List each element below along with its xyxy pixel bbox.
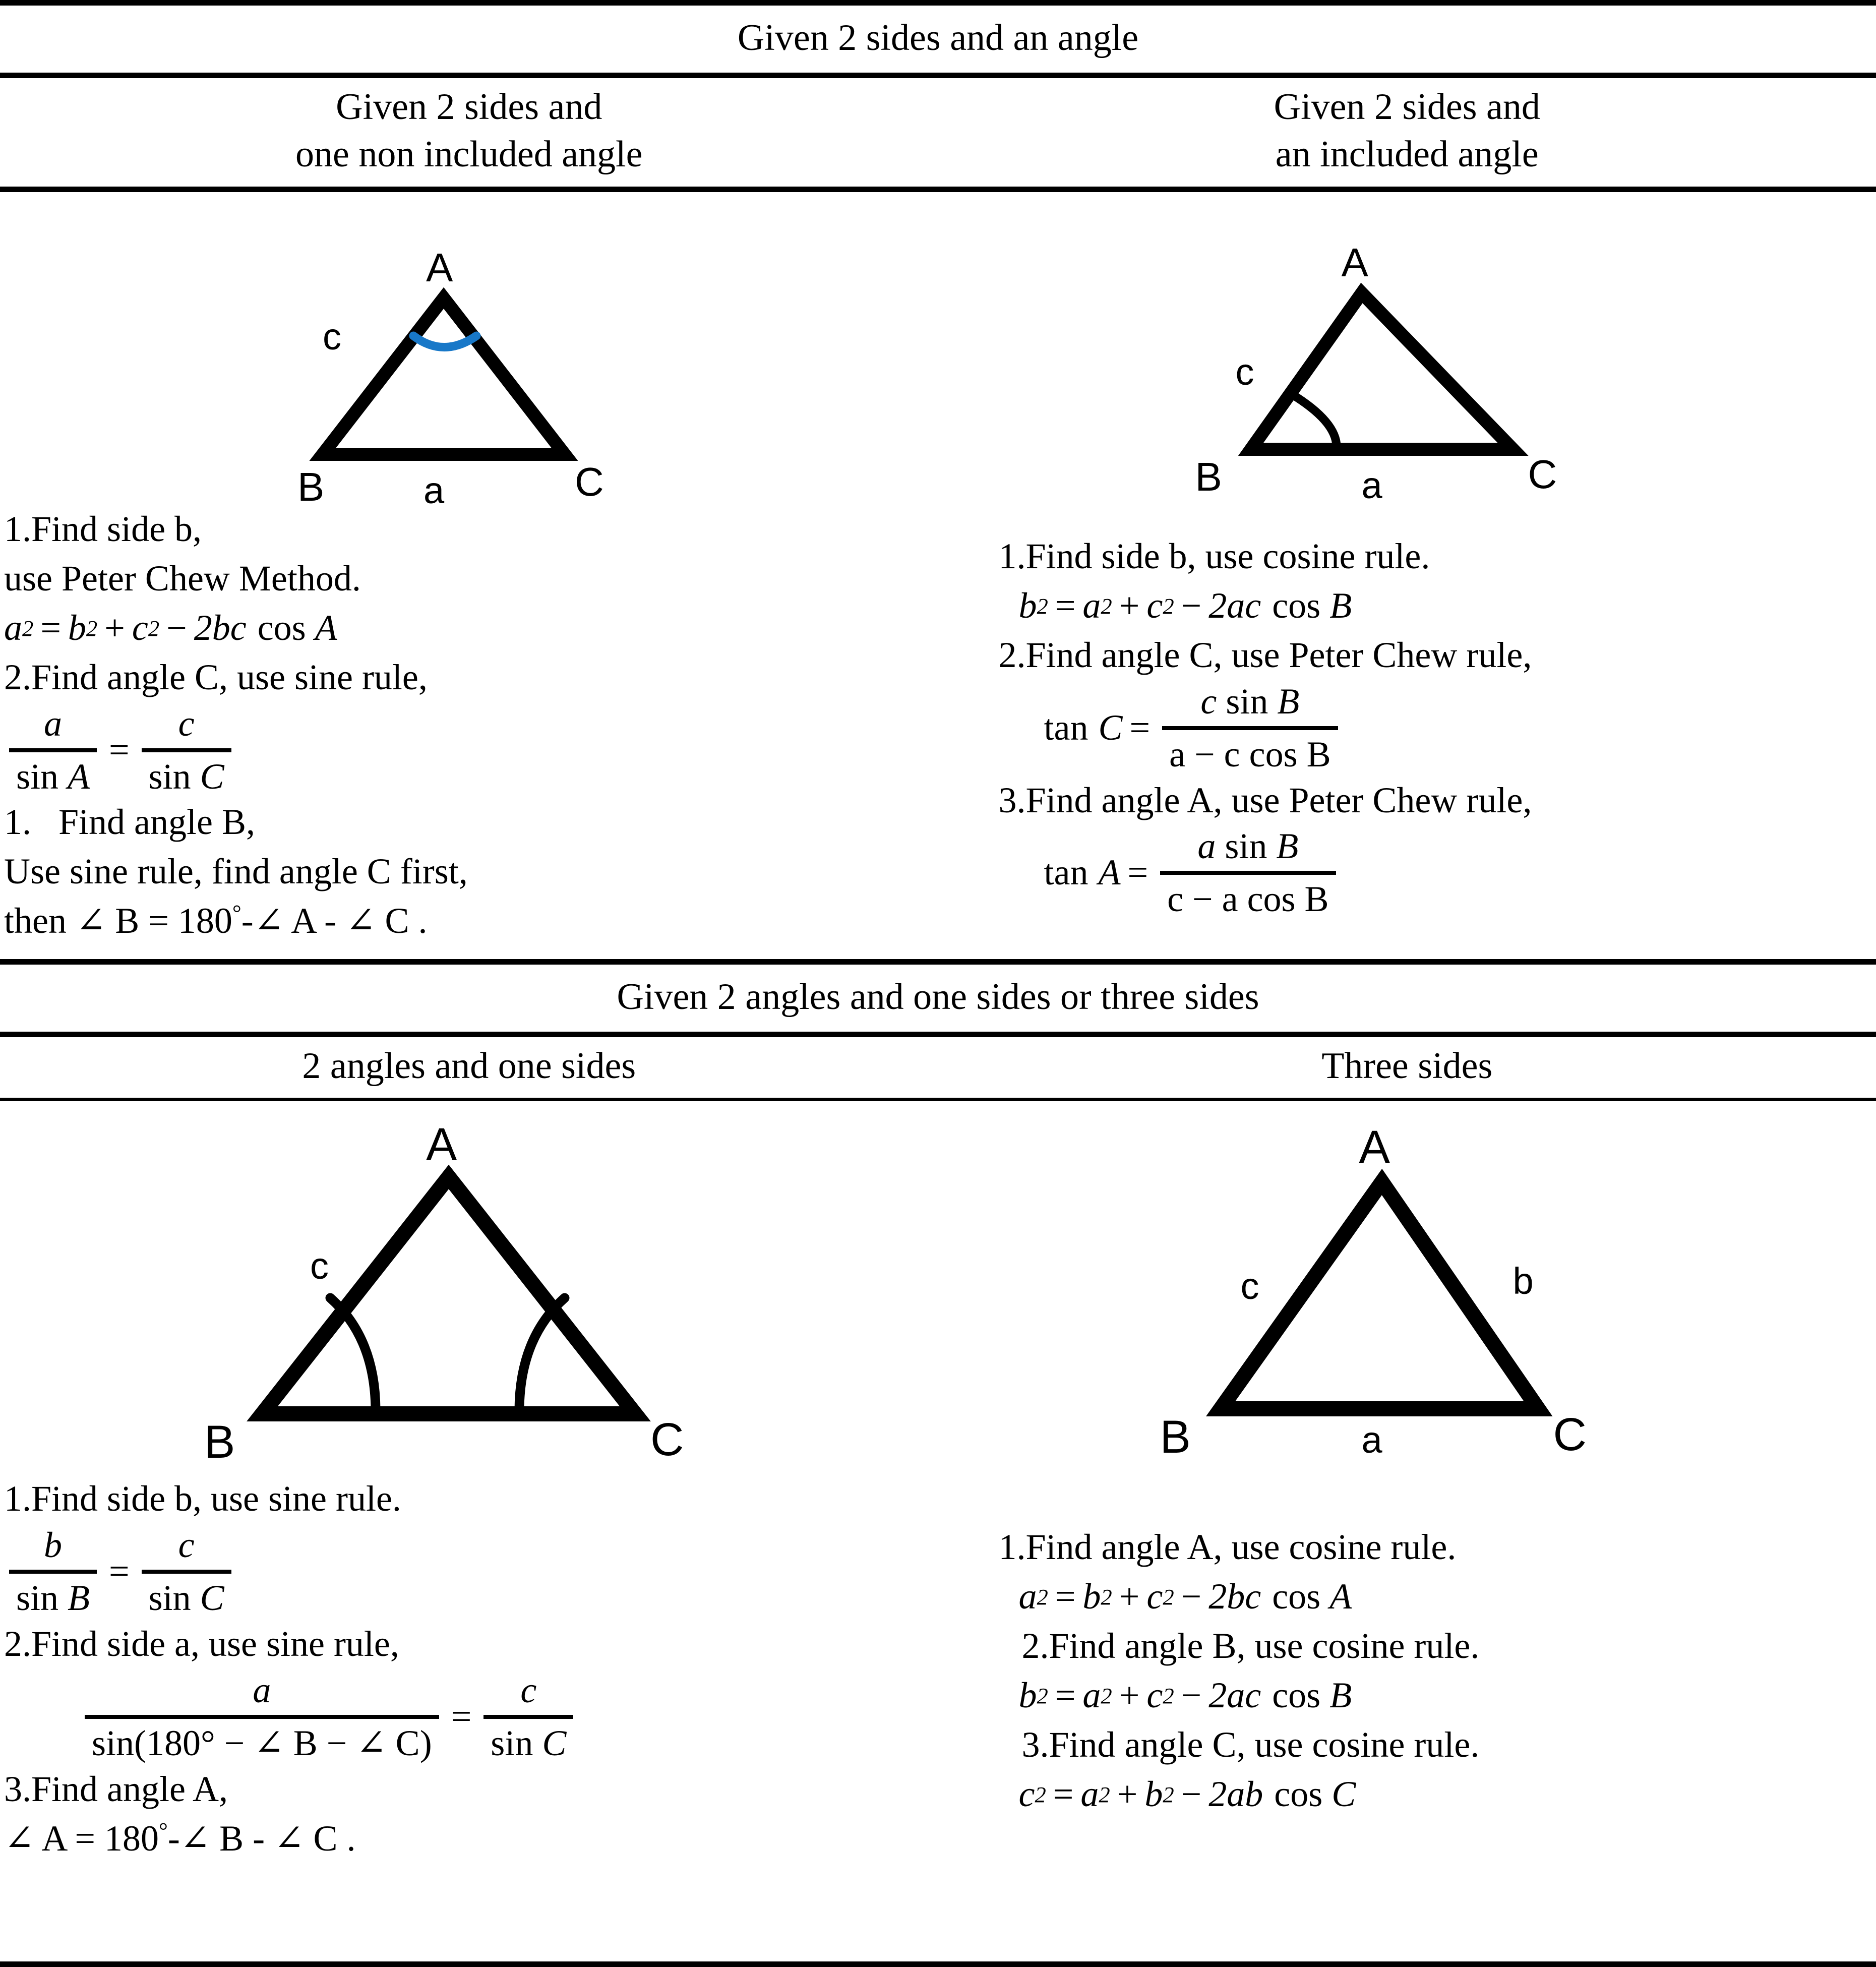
q3-eq1-denominator-left [9,1577,97,1620]
figure-2-vertex-c-label: C [1528,451,1557,497]
q3-eq2-fraction-left [85,1669,439,1765]
q1-eq2-fraction-left [9,702,97,798]
q2-eq2-fraction-bar [1162,726,1338,730]
q2-step1-line1: 1.Find side b, use cosine rule. [998,535,1430,576]
q3-step3-line2 [4,1814,938,1864]
quadrant-4-steps [938,1523,1876,1819]
q2-step3-line1: 3.Find angle A, use Peter Chew rule, [998,780,1532,820]
q4-eq1-cos: cos [1272,1576,1321,1617]
bottom-border-rule [0,1961,1876,1967]
figure-3-triangle [0,1101,938,1474]
q4-eq1-term2: c [1146,1576,1163,1617]
section1-header-rule [0,187,1876,192]
q4-eq2-term3: 2ac [1208,1675,1261,1716]
quadrant-1-steps [0,505,938,946]
q2-tan-a-equation [999,825,1876,921]
quadrant-3-steps [0,1474,938,1863]
section1-column-headers [0,78,1876,187]
q1-eq1-minus: − [166,607,187,648]
q4-eq2-angle: B [1329,1675,1352,1716]
figure-1-side-a-label: a [423,469,445,511]
q1-eq1-term1: b [68,607,86,648]
q4-eq3-cos: cos [1274,1773,1323,1814]
section1-right-header-line1: Given 2 sides and [1274,86,1540,128]
q4-cosine-rule-equation-b: b 2 = a 2 + c 2 − 2ac cos B [999,1671,1876,1720]
q4-eq1-angle: A [1329,1576,1352,1617]
q3-eq1-equals: = [109,1551,130,1592]
q1-eq2-fraction-bar-left [9,748,97,752]
section1-left-header-line2: one non included angle [295,134,643,175]
top-border-rule [0,0,1876,6]
q3-eq2-den-right-fn: sin [491,1723,533,1764]
q2-eq3-fraction [1160,825,1336,921]
q1-eq2-denominator-right [142,755,231,798]
q2-eq1-minus: − [1181,585,1202,626]
q1-step3-degree-sign: ° [232,900,241,926]
q1-eq2-fraction-right [142,702,231,798]
q3-eq2-fraction-right [483,1669,573,1765]
q4-eq2-minus: − [1181,1675,1202,1716]
q1-cosine-rule-equation: a 2 = b 2 + c 2 − 2bc cos A [4,604,938,653]
q1-eq2-den-right-fn: sin [148,756,191,797]
figure-2-vertex-b-label: B [1195,454,1222,499]
q3-eq1-fraction-bar-right [142,1570,231,1574]
q1-step1-line1: 1.Find side b, [4,508,202,549]
section1-content [0,192,1876,946]
q2-eq1-term1: a [1082,585,1101,626]
figure-4-side-c-label: c [1240,1265,1259,1307]
q3-sine-rule-equation-2 [4,1669,938,1765]
q3-eq2-den-right-angle: C [542,1723,567,1764]
quadrant-3 [0,1101,938,1863]
q1-eq1-plus: + [104,607,125,648]
q2-eq3-fraction-bar [1160,871,1336,875]
q4-eq2-term2: c [1146,1675,1163,1716]
q2-eq1-angle: B [1329,585,1352,626]
q4-eq3-term2: b [1144,1773,1163,1814]
q2-eq2-num-angle: B [1277,681,1300,722]
q1-step3-line3 [4,897,938,946]
q1-eq1-equals: = [40,607,61,648]
q2-eq2-equals: = [1129,707,1151,748]
q2-eq1-plus: + [1119,585,1140,626]
q3-eq1-den-left-fn: sin [16,1578,59,1619]
q2-eq3-num-angle: B [1276,826,1299,867]
q1-eq1-lhs: a [4,607,22,648]
q2-step2-line1: 2.Find angle C, use Peter Chew rule, [998,634,1532,675]
q2-eq2-numerator [1193,680,1306,723]
q1-eq1-cos: cos [257,607,306,648]
q2-eq3-denominator: c − a cos B [1167,879,1329,920]
q3-eq2-numerator-left: a [253,1670,271,1711]
quadrant-2-steps [938,532,1876,921]
q3-eq2-fraction-bar-left [85,1715,439,1719]
q2-cosine-rule-equation: b 2 = a 2 + c 2 − 2ac cos B [999,581,1876,631]
figure-1-vertex-b-label: B [297,464,325,509]
section2-column-headers [0,1037,1876,1098]
q1-eq2-denominator-left [9,755,97,798]
section1-band-title: Given 2 sides and an angle [737,17,1139,58]
q3-eq1-denominator-right [142,1577,231,1620]
q1-eq2-numerator-left: a [44,703,62,744]
q2-eq3-num-fn: sin [1225,826,1267,867]
q1-step3-line2: Use sine rule, find angle C first, [4,851,468,892]
q4-eq3-angle: C [1332,1773,1356,1814]
q2-eq2-tan: tan [1044,707,1088,748]
q3-eq1-fraction-bar-left [9,1570,97,1574]
section2-right-column-header: Three sides [1321,1045,1493,1087]
q4-eq1-lhs: a [1018,1576,1037,1617]
q2-eq2-fraction [1162,680,1338,776]
q4-eq3-lhs: c [1018,1773,1035,1814]
q1-eq2-fraction-bar-right [142,748,231,752]
q3-eq1-fraction-left [9,1524,97,1620]
quadrant-4 [938,1101,1876,1819]
q3-eq1-den-right-angle: C [200,1578,224,1619]
q4-cosine-rule-equation-a: a 2 = b 2 + c 2 − 2bc cos A [999,1572,1876,1622]
section1-right-column-header [938,78,1876,187]
q3-eq1-fraction-right [142,1524,231,1620]
q1-eq1-term2: c [132,607,148,648]
q3-eq1-numerator-right: c [178,1525,195,1566]
figure-2-side-c-label: c [1235,350,1254,393]
q3-sine-rule-equation-1 [4,1524,938,1620]
q4-eq2-term1: a [1082,1675,1101,1716]
q4-step2-line1: 2.Find angle B, use cosine rule. [1021,1626,1480,1666]
figure-1-side-c-label: c [323,315,341,357]
q2-eq2-num-fn: sin [1226,681,1268,722]
section2-header-rule [0,1098,1876,1101]
q2-eq1-term3: 2ac [1208,585,1261,626]
q2-tan-c-equation [999,680,1876,776]
q3-eq1-den-right-fn: sin [148,1578,191,1619]
q1-eq2-equals: = [109,729,130,770]
figure-3-side-c-label: c [310,1245,329,1287]
q4-eq1-plus: + [1119,1576,1140,1617]
q2-eq2-denominator: a − c cos B [1169,734,1331,774]
figure-3-vertex-b-label: B [204,1416,235,1468]
q1-eq2-numerator-right: c [178,703,195,744]
q3-step3-prefix: ∠ A = 180 [4,1818,159,1859]
section1-left-header-line1: Given 2 sides and [336,86,602,128]
q4-eq3-term1: a [1080,1773,1099,1814]
q4-eq1-equals: = [1055,1576,1076,1617]
q4-step3-line1: 3.Find angle C, use cosine rule. [1021,1724,1480,1765]
q1-step3-line3-prefix: then ∠ B = 180 [4,901,232,941]
q4-eq2-plus: + [1119,1675,1140,1716]
q2-eq3-angle: A [1098,852,1121,893]
figure-4-vertex-b-label: B [1160,1411,1191,1463]
q3-step2-line1: 2.Find side a, use sine rule, [4,1624,399,1664]
q4-eq3-plus: + [1117,1773,1138,1814]
q2-eq3-num-var: a [1197,826,1216,867]
figure-1-vertex-c-label: C [575,459,604,504]
q2-eq2-num-var: c [1200,681,1217,722]
q3-eq1-numerator-left: b [44,1525,62,1566]
q4-eq1-term3: 2bc [1208,1576,1261,1617]
q2-eq1-cos: cos [1272,585,1321,626]
q1-eq2-den-left-fn: sin [16,756,59,797]
figure-2-triangle [938,192,1876,505]
q4-eq2-lhs: b [1018,1675,1037,1716]
section2-band-title: Given 2 angles and one sides or three sides [617,976,1259,1018]
q1-eq2-den-left-angle: A [68,756,90,797]
q3-step3-degree-sign: ° [158,1817,168,1843]
q4-eq3-term3: 2ab [1208,1773,1263,1814]
section2-top-rule [0,959,1876,965]
q4-eq3-minus: − [1181,1773,1202,1814]
q4-step1-line1: 1.Find angle A, use cosine rule. [998,1527,1457,1568]
q1-eq2-den-right-angle: C [200,756,224,797]
section2-band-rule [0,1032,1876,1037]
q2-eq1-term2: c [1146,585,1163,626]
q1-step2-line1: 2.Find angle C, use sine rule, [4,657,428,697]
figure-4-side-a-label: a [1361,1419,1382,1461]
q2-eq3-tan: tan [1044,852,1088,893]
q3-step1-line1: 1.Find side b, use sine rule. [4,1478,401,1519]
q3-eq2-fraction-bar-right [483,1715,573,1719]
figure-2-side-a-label: a [1361,464,1382,506]
q1-step1-line2: use Peter Chew Method. [4,558,361,599]
q4-eq1-term1: b [1082,1576,1101,1617]
q1-eq1-term3: 2bc [194,607,247,648]
q1-eq1-angle: A [315,607,337,648]
q2-eq1-lhs: b [1018,585,1037,626]
q3-eq2-numerator-right: c [520,1670,537,1711]
section1-left-column-header [0,78,938,187]
section2-left-column-header: 2 angles and one sides [302,1045,636,1087]
figure-1-vertex-a-label: A [426,245,453,290]
section2-content [0,1101,1876,1863]
figure-4-triangle [938,1101,1876,1474]
q3-step3-line1: 3.Find angle A, [4,1769,228,1810]
q4-eq3-equals: = [1053,1773,1074,1814]
q4-eq1-minus: − [1181,1576,1202,1617]
section1-right-header-line2: an included angle [1275,134,1539,175]
q2-eq3-equals: = [1127,852,1148,893]
q2-eq2-angle: C [1098,707,1123,748]
q4-cosine-rule-equation-c: c 2 = a 2 + b 2 − 2ab cos C [999,1770,1876,1819]
figure-3-vertex-a-label: A [426,1119,457,1171]
figure-4-side-b-label: b [1512,1260,1534,1302]
q3-eq2-equals: = [451,1696,472,1737]
q3-step3-suffix: -∠ B - ∠ C . [167,1818,356,1859]
q3-eq2-denominator-left: sin(180° − ∠ B − ∠ C) [92,1723,432,1764]
figure-4-vertex-c-label: C [1553,1409,1587,1461]
q1-step3-line1: 1. Find angle B, [4,802,255,843]
figure-2-vertex-a-label: A [1341,240,1368,285]
q2-eq3-numerator [1190,825,1305,868]
q3-eq1-den-left-angle: B [68,1578,90,1619]
figure-1-triangle [0,192,938,511]
q2-eq1-equals: = [1055,585,1076,626]
figure-3-vertex-c-label: C [650,1414,684,1466]
quadrant-1 [0,192,938,946]
figure-4-vertex-a-label: A [1359,1121,1390,1173]
q1-step3-line3-suffix: -∠ A - ∠ C . [241,901,428,941]
quadrant-2 [938,192,1876,921]
q4-eq2-equals: = [1055,1675,1076,1716]
q4-eq2-cos: cos [1272,1675,1321,1716]
section1-band-rule [0,73,1876,78]
q3-eq2-denominator-right [483,1722,573,1765]
q1-sine-rule-equation [4,702,938,798]
